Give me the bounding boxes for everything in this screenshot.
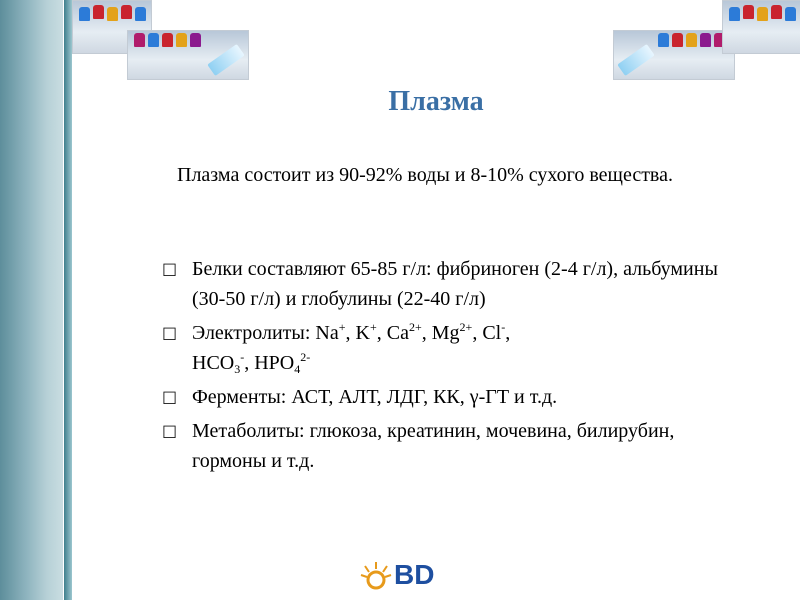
bullet-proteins-text: Белки составляют 65-85 г/л: фибриноген (2-4 г/л), альбумины (30-50 г/л) и глобулины (22-40 г/л) <box>192 258 718 310</box>
bullet-proteins <box>160 254 740 314</box>
ion-hco3-charge: - <box>240 350 245 364</box>
ion-ca: Ca <box>386 322 409 344</box>
ion-hco3-sub: 3 <box>234 362 241 376</box>
left-accent-line <box>64 0 72 600</box>
bullet-enzymes-text: Ферменты: АСТ, АЛТ, ЛДГ, КК, γ-ГТ и т.д. <box>192 386 558 408</box>
ion-separator: , <box>472 322 483 344</box>
ion-mg-charge: 2+ <box>459 320 473 334</box>
ion-cl-charge: - <box>501 320 506 334</box>
ion-mg: Mg <box>431 322 460 344</box>
bd-logo <box>360 560 450 590</box>
ion-k: K <box>355 322 370 344</box>
ion-na: Na <box>315 322 339 344</box>
ion-ca-charge: 2+ <box>408 320 422 334</box>
ion-separator: , <box>376 322 387 344</box>
electrolytes-label: Электролиты: <box>192 322 316 344</box>
tubes-photo-top-left-2 <box>127 30 249 80</box>
left-sidebar-band <box>0 0 63 600</box>
ion-hpo4-sub: 4 <box>294 362 301 376</box>
checkbox-arrow-icon: □ <box>162 323 178 342</box>
ion-hco3: HCO <box>192 352 235 374</box>
bullet-list <box>160 254 740 480</box>
ion-separator: , <box>244 352 255 374</box>
checkbox-arrow-icon: □ <box>162 259 178 278</box>
slide-title: Плазма <box>388 86 484 117</box>
sunburst-icon <box>360 560 392 590</box>
ion-k-charge: + <box>369 320 377 334</box>
ion-hpo4-charge: 2- <box>300 350 311 364</box>
bullet-electrolytes <box>160 318 740 378</box>
ion-separator: , <box>421 322 432 344</box>
ion-hpo4: HPO <box>254 352 295 374</box>
checkbox-arrow-icon: □ <box>162 421 178 440</box>
logo-text: BD <box>394 559 435 590</box>
ion-na-charge: + <box>338 320 346 334</box>
intro-paragraph: Плазма состоит из 90-92% воды и 8-10% сухого вещества. <box>177 164 673 186</box>
tubes-photo-top-right-2 <box>613 30 735 80</box>
ion-separator: , <box>505 322 511 344</box>
checkbox-arrow-icon: □ <box>162 387 178 406</box>
ion-cl: Cl <box>482 322 502 344</box>
ion-separator: , <box>345 322 356 344</box>
tubes-photo-top-right <box>722 0 800 54</box>
bullet-metabolites-text: Метаболиты: глюкоза, креатинин, мочевина, билирубин, гормоны и т.д. <box>192 420 675 472</box>
bullet-enzymes <box>160 382 740 412</box>
bullet-metabolites <box>160 416 740 476</box>
